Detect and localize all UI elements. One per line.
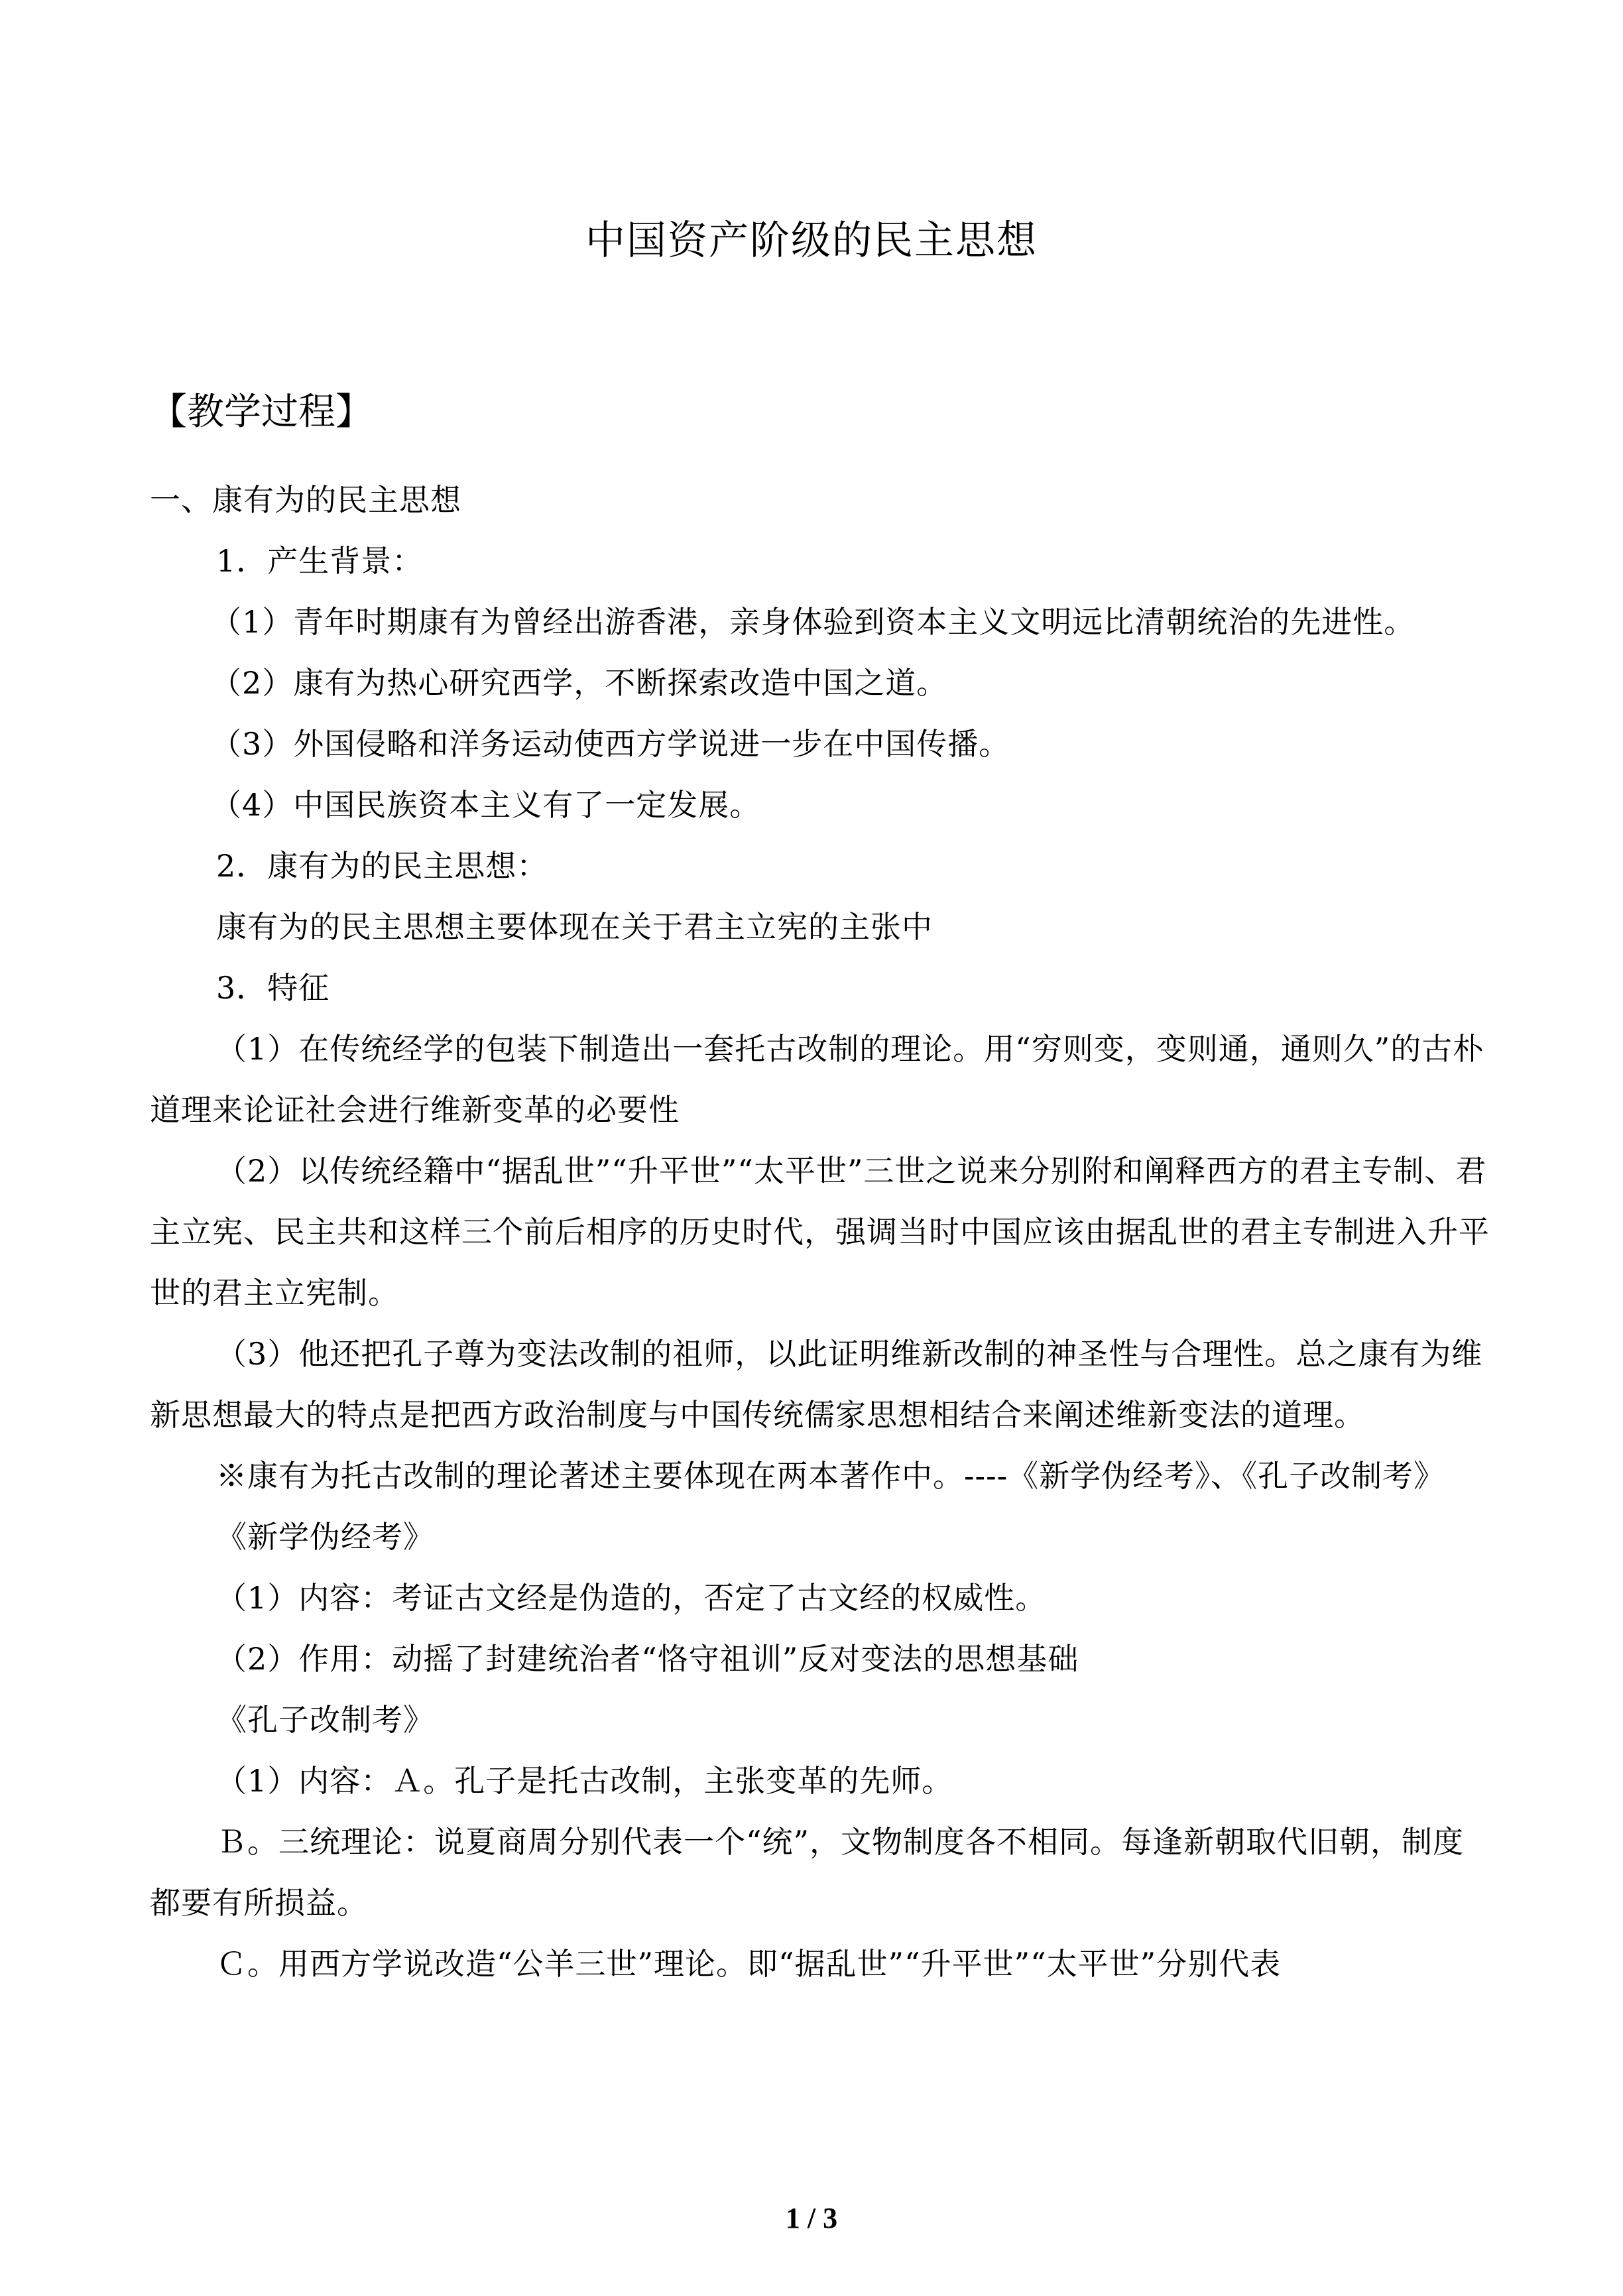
subheading-features: 3．特征 [216,970,330,1006]
paragraph: （1）内容：Ａ。孔子是托古改制，主张变革的先师。 [216,1763,953,1799]
page-title: 中国资产阶级的民主思想 [585,217,1038,264]
paragraph: （2）作用：动摇了封建统治者“恪守祖训”反对变法的思想基础 [216,1641,1079,1677]
book-title: 《孔子改制考》 [216,1702,434,1738]
book-title: 《新学伪经考》 [216,1519,434,1555]
paragraph: 康有为的民主思想主要体现在关于君主立宪的主张中 [216,909,933,945]
paragraph: （2）康有为热心研究西学，不断探索改造中国之道。 [211,665,948,701]
paragraph: （3）外国侵略和洋务运动使西方学说进一步在中国传播。 [211,726,1010,762]
paragraph: （1）青年时期康有为曾经出游香港，亲身体验到资本主义文明远比清朝统治的先进性。 [211,604,1415,640]
paragraph: Ｂ。三统理论：说夏商周分别代表一个“统”，文物制度各不相同。每逢新朝取代旧朝，制度都要有所损益。 [150,1824,1465,1921]
paragraph: Ｃ。用西方学说改造“公羊三世”理论。即“据乱世”“升平世”“太平世”分别代表 [216,1946,1282,1982]
paragraph-note: ※康有为托古改制的理论著述主要体现在两本著作中。----《新学伪经考》、《孔子改制考》 [216,1458,1445,1494]
subheading-background: 1．产生背景： [216,543,424,579]
page-number: 1 / 3 [785,2202,838,2234]
heading-kang-youwei: 一、康有为的民主思想 [150,482,461,518]
paragraph: （2）以传统经籍中“据乱世”“升平世”“太平世”三世之说来分别附和阐释西方的君主专制、君主立宪、民主共和这样三个前后相序的历史时代，强调当时中国应该由据乱世的君主专制进入升平世的君主立宪制。 [150,1153,1490,1311]
subheading-democratic-thought: 2．康有为的民主思想： [216,848,548,884]
paragraph: （4）中国民族资本主义有了一定发展。 [211,787,761,823]
paragraph: （3）他还把孔子尊为变法改制的祖师，以此证明维新改制的神圣性与合理性。总之康有为维新思想最大的特点是把西方政治制度与中国传统儒家思想相结合来阐述维新变法的道理。 [150,1336,1483,1433]
paragraph: （1）内容：考证古文经是伪造的，否定了古文经的权威性。 [216,1580,1047,1616]
document-body [150,469,1492,1994]
section-heading: 【教学过程】 [150,391,373,434]
paragraph: （1）在传统经学的包装下制造出一套托古改制的理论。用“穷则变，变则通，通则久”的古朴道理来论证社会进行维新变革的必要性 [150,1031,1484,1128]
